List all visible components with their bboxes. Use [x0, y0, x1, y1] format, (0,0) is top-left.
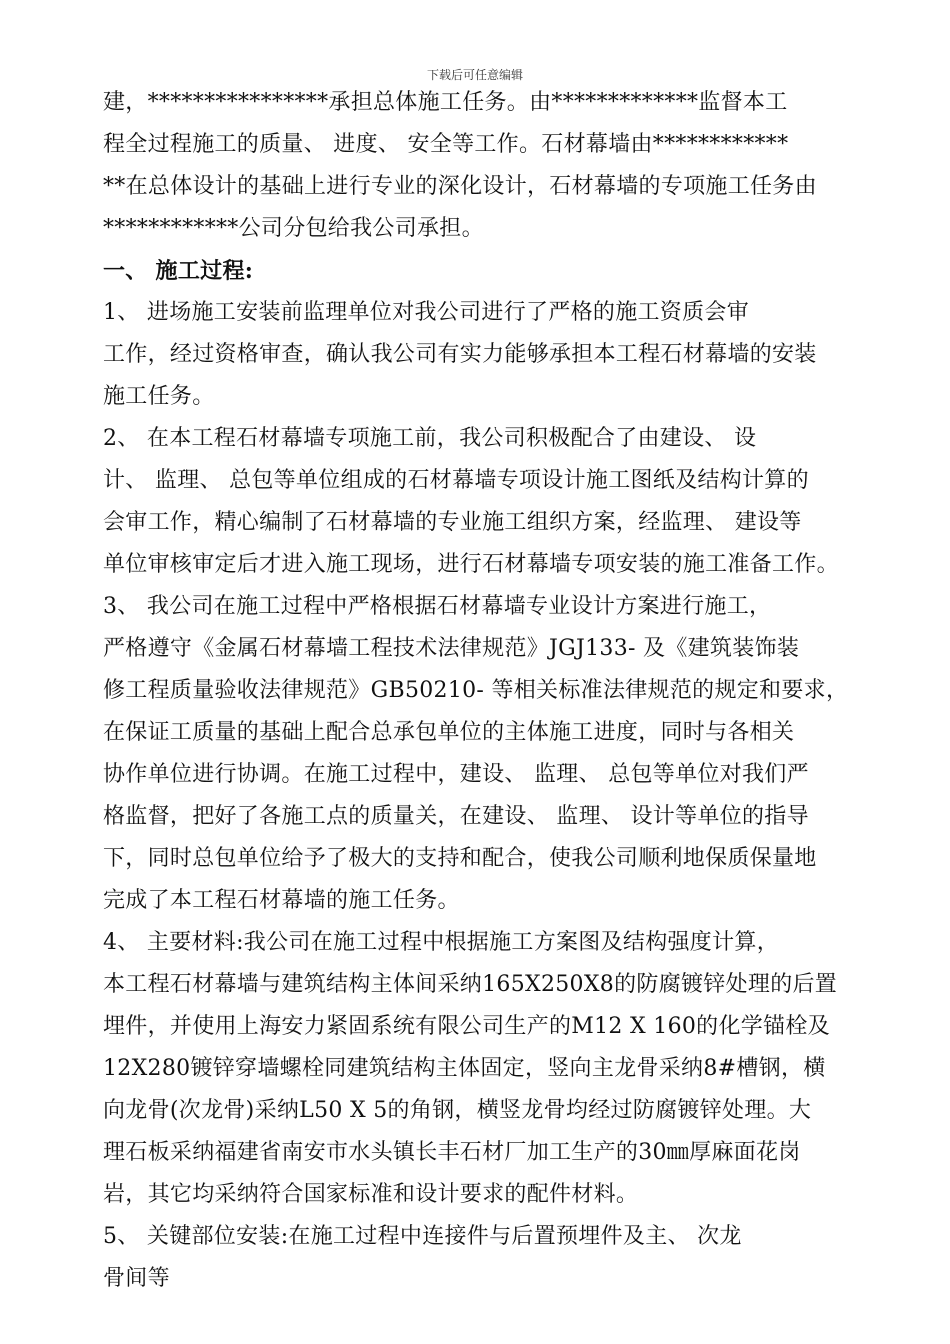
paragraph-line: 骨间等 [103, 1266, 170, 1291]
paragraph-line: 修工程质量验收法律规范》GB50210- 等相关标准法律规范的规定和要求， [103, 678, 849, 703]
paragraph-line: 在保证工质量的基础上配合总承包单位的主体施工进度，同时与各相关 [103, 720, 795, 745]
paragraph-line: 会审工作，精心编制了石材幕墙的专业施工组织方案，经监理、 建设等 [103, 510, 802, 535]
paragraph-line: 1、 进场施工安装前监理单位对我公司进行了严格的施工资质会审 [103, 300, 749, 325]
paragraph-line: 岩，其它均采纳符合国家标准和设计要求的配件材料。 [103, 1182, 639, 1207]
paragraph-line: 工作，经过资格审查，确认我公司有实力能够承担本工程石材幕墙的安装 [103, 342, 817, 367]
paragraph-line: 下，同时总包单位给予了极大的支持和配合，使我公司顺利地保质保量地 [103, 846, 817, 871]
paragraph-line: 理石板采纳福建省南安市水头镇长丰石材厂加工生产的30㎜厚麻面花岗 [103, 1140, 801, 1165]
paragraph-line: 计、 监理、 总包等单位组成的石材幕墙专项设计施工图纸及结构计算的 [103, 468, 809, 493]
section-heading: 一、 施工过程: [103, 258, 254, 284]
page-header: 下载后可任意编辑 [426, 68, 523, 82]
paragraph-line: ************公司分包给我公司承担。 [103, 216, 484, 241]
paragraph-line: 单位审核审定后才进入施工现场，进行石材幕墙专项安装的施工准备工作。 [103, 552, 839, 577]
paragraph-line: 埋件，并使用上海安力紧固系统有限公司生产的M12 X 160的化学锚栓及 [103, 1014, 830, 1039]
paragraph-line: 12X280镀锌穿墙螺栓同建筑结构主体固定，竖向主龙骨采纳8#槽钢，横 [103, 1056, 826, 1081]
paragraph-line: 3、 我公司在施工过程中严格根据石材幕墙专业设计方案进行施工， [103, 594, 772, 619]
paragraph-line: 建，****************承担总体施工任务。由*************监督本工 [103, 90, 788, 115]
paragraph-line: 程全过程施工的质量、 进度、 安全等工作。石材幕墙由************ [103, 132, 789, 157]
paragraph-line: 4、 主要材料:我公司在施工过程中根据施工方案图及结构强度计算， [103, 930, 780, 955]
paragraph-line: 5、 关键部位安装:在施工过程中连接件与后置预埋件及主、 次龙 [103, 1224, 742, 1249]
paragraph-line: 施工任务。 [103, 384, 215, 409]
paragraph-line: 格监督，把好了各施工点的质量关，在建设、 监理、 设计等单位的指导 [103, 804, 809, 829]
paragraph-line: 2、 在本工程石材幕墙专项施工前，我公司积极配合了由建设、 设 [103, 426, 757, 451]
paragraph-line: 完成了本工程石材幕墙的施工任务。 [103, 888, 460, 913]
paragraph-line: 协作单位进行协调。在施工过程中，建设、 监理、 总包等单位对我们严 [103, 762, 809, 787]
paragraph-line: **在总体设计的基础上进行专业的深化设计，石材幕墙的专项施工任务由 [103, 174, 817, 199]
paragraph-line: 严格遵守《金属石材幕墙工程技术法律规范》JGJ133- 及《建筑装饰装 [103, 636, 800, 661]
paragraph-line: 本工程石材幕墙与建筑结构主体间采纳165X250X8的防腐镀锌处理的后置 [103, 972, 838, 997]
paragraph-line: 向龙骨(次龙骨)采纳L50 X 5的角钢，横竖龙骨均经过防腐镀锌处理。大 [103, 1098, 812, 1123]
